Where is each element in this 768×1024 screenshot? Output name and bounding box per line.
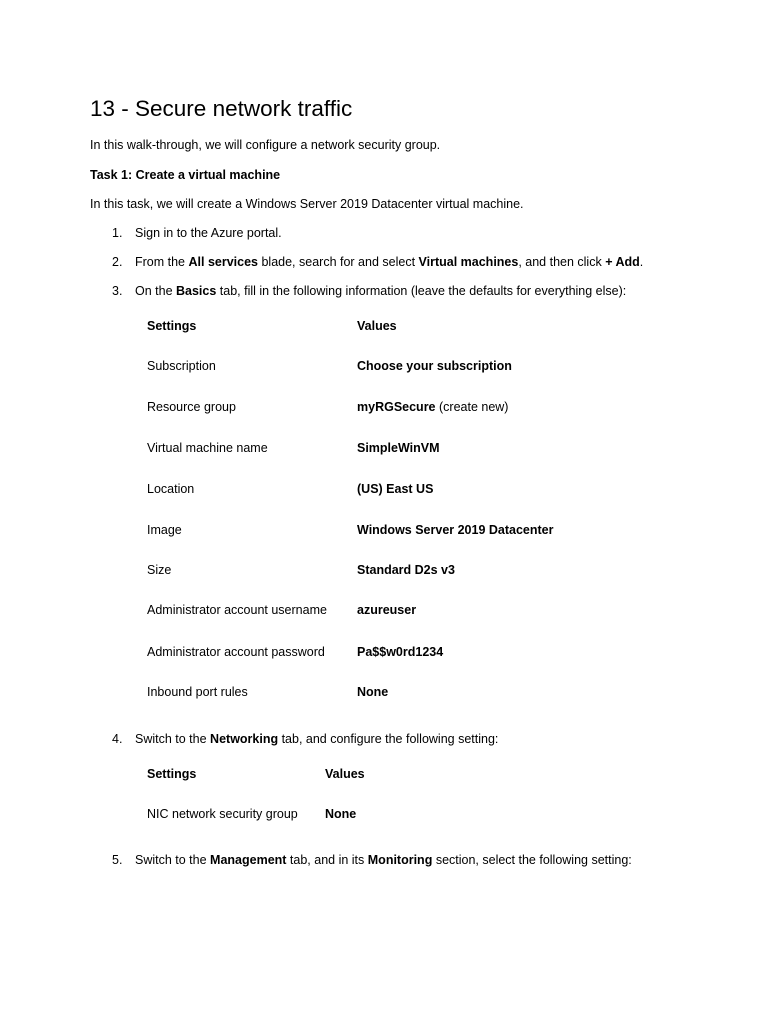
table-cell-value xyxy=(357,602,416,618)
table-cell-setting: Image xyxy=(147,523,182,537)
bold-term: Monitoring xyxy=(367,853,433,867)
table-cell-value xyxy=(357,358,512,374)
table-header-settings: Settings xyxy=(147,767,197,781)
bold-term: Virtual machines xyxy=(418,255,519,269)
table-cell-setting: Resource group xyxy=(147,400,236,414)
table-cell-setting: Subscription xyxy=(147,359,216,373)
step-text-part: section, select the following setting: xyxy=(432,853,632,867)
table-cell-setting: Size xyxy=(147,563,172,577)
step-text xyxy=(135,852,632,868)
step-text-part: Switch to the xyxy=(135,732,211,746)
table-cell-value xyxy=(357,481,433,497)
value-bold: azureuser xyxy=(357,603,417,617)
value-bold: myRGSecure xyxy=(357,400,436,414)
step-text xyxy=(135,283,626,299)
step-text xyxy=(135,254,643,270)
table-cell-value xyxy=(357,644,443,660)
step-text-part: tab, fill in the following information (leave the defaults for everything else): xyxy=(216,284,627,298)
step-text-part: From the xyxy=(135,255,189,269)
bold-term: + Add xyxy=(605,255,640,269)
value-bold: (US) East US xyxy=(357,482,434,496)
table-cell-setting: Inbound port rules xyxy=(147,685,248,699)
table-cell-setting: Administrator account username xyxy=(147,603,327,617)
value-bold: Choose your subscription xyxy=(357,359,512,373)
task-intro-paragraph: In this task, we will create a Windows Server 2019 Datacenter virtual machine. xyxy=(90,197,524,211)
task-heading: Task 1: Create a virtual machine xyxy=(90,168,281,182)
table-cell-setting: Virtual machine name xyxy=(147,441,268,455)
page-title: 13 - Secure network traffic xyxy=(90,96,353,121)
value-bold: Pa$$w0rd1234 xyxy=(357,645,444,659)
table-cell-setting: NIC network security group xyxy=(147,807,298,821)
table-cell-value: None xyxy=(325,807,357,821)
table-cell-setting: Administrator account password xyxy=(147,645,325,659)
bold-term: Networking xyxy=(210,732,279,746)
table-cell-value xyxy=(357,522,554,538)
step-text-part: On the xyxy=(135,284,176,298)
table-cell-value xyxy=(357,399,508,415)
bold-term: All services xyxy=(188,255,258,269)
table-cell-value xyxy=(357,562,455,578)
step-text-part: Switch to the xyxy=(135,853,211,867)
step-number: 1. xyxy=(112,226,123,240)
bold-term: Basics xyxy=(176,284,217,298)
step-text-part: tab, and in its xyxy=(286,853,368,867)
step-text: Sign in to the Azure portal. xyxy=(135,226,282,240)
step-number: 5. xyxy=(112,853,123,867)
step-text-part: , and then click xyxy=(518,255,606,269)
value-note: (create new) xyxy=(435,400,509,414)
table-cell-value xyxy=(357,440,440,456)
value-bold: Standard D2s v3 xyxy=(357,563,455,577)
table-header-values: Values xyxy=(325,767,365,781)
step-text xyxy=(135,731,498,747)
value-bold: None xyxy=(357,685,389,699)
table-header-values: Values xyxy=(357,319,397,333)
step-number: 2. xyxy=(112,255,123,269)
step-number: 4. xyxy=(112,732,123,746)
table-cell-value xyxy=(357,684,388,700)
step-text-part: . xyxy=(639,255,644,269)
intro-paragraph: In this walk-through, we will configure a network security group. xyxy=(90,138,441,152)
step-text-part: tab, and configure the following setting: xyxy=(278,732,499,746)
step-number: 3. xyxy=(112,284,123,298)
step-text-part: blade, search for and select xyxy=(258,255,419,269)
table-header-settings: Settings xyxy=(147,319,197,333)
bold-term: Management xyxy=(210,853,287,867)
value-bold: Windows Server 2019 Datacenter xyxy=(357,523,554,537)
table-cell-setting: Location xyxy=(147,482,195,496)
value-bold: SimpleWinVM xyxy=(357,441,440,455)
